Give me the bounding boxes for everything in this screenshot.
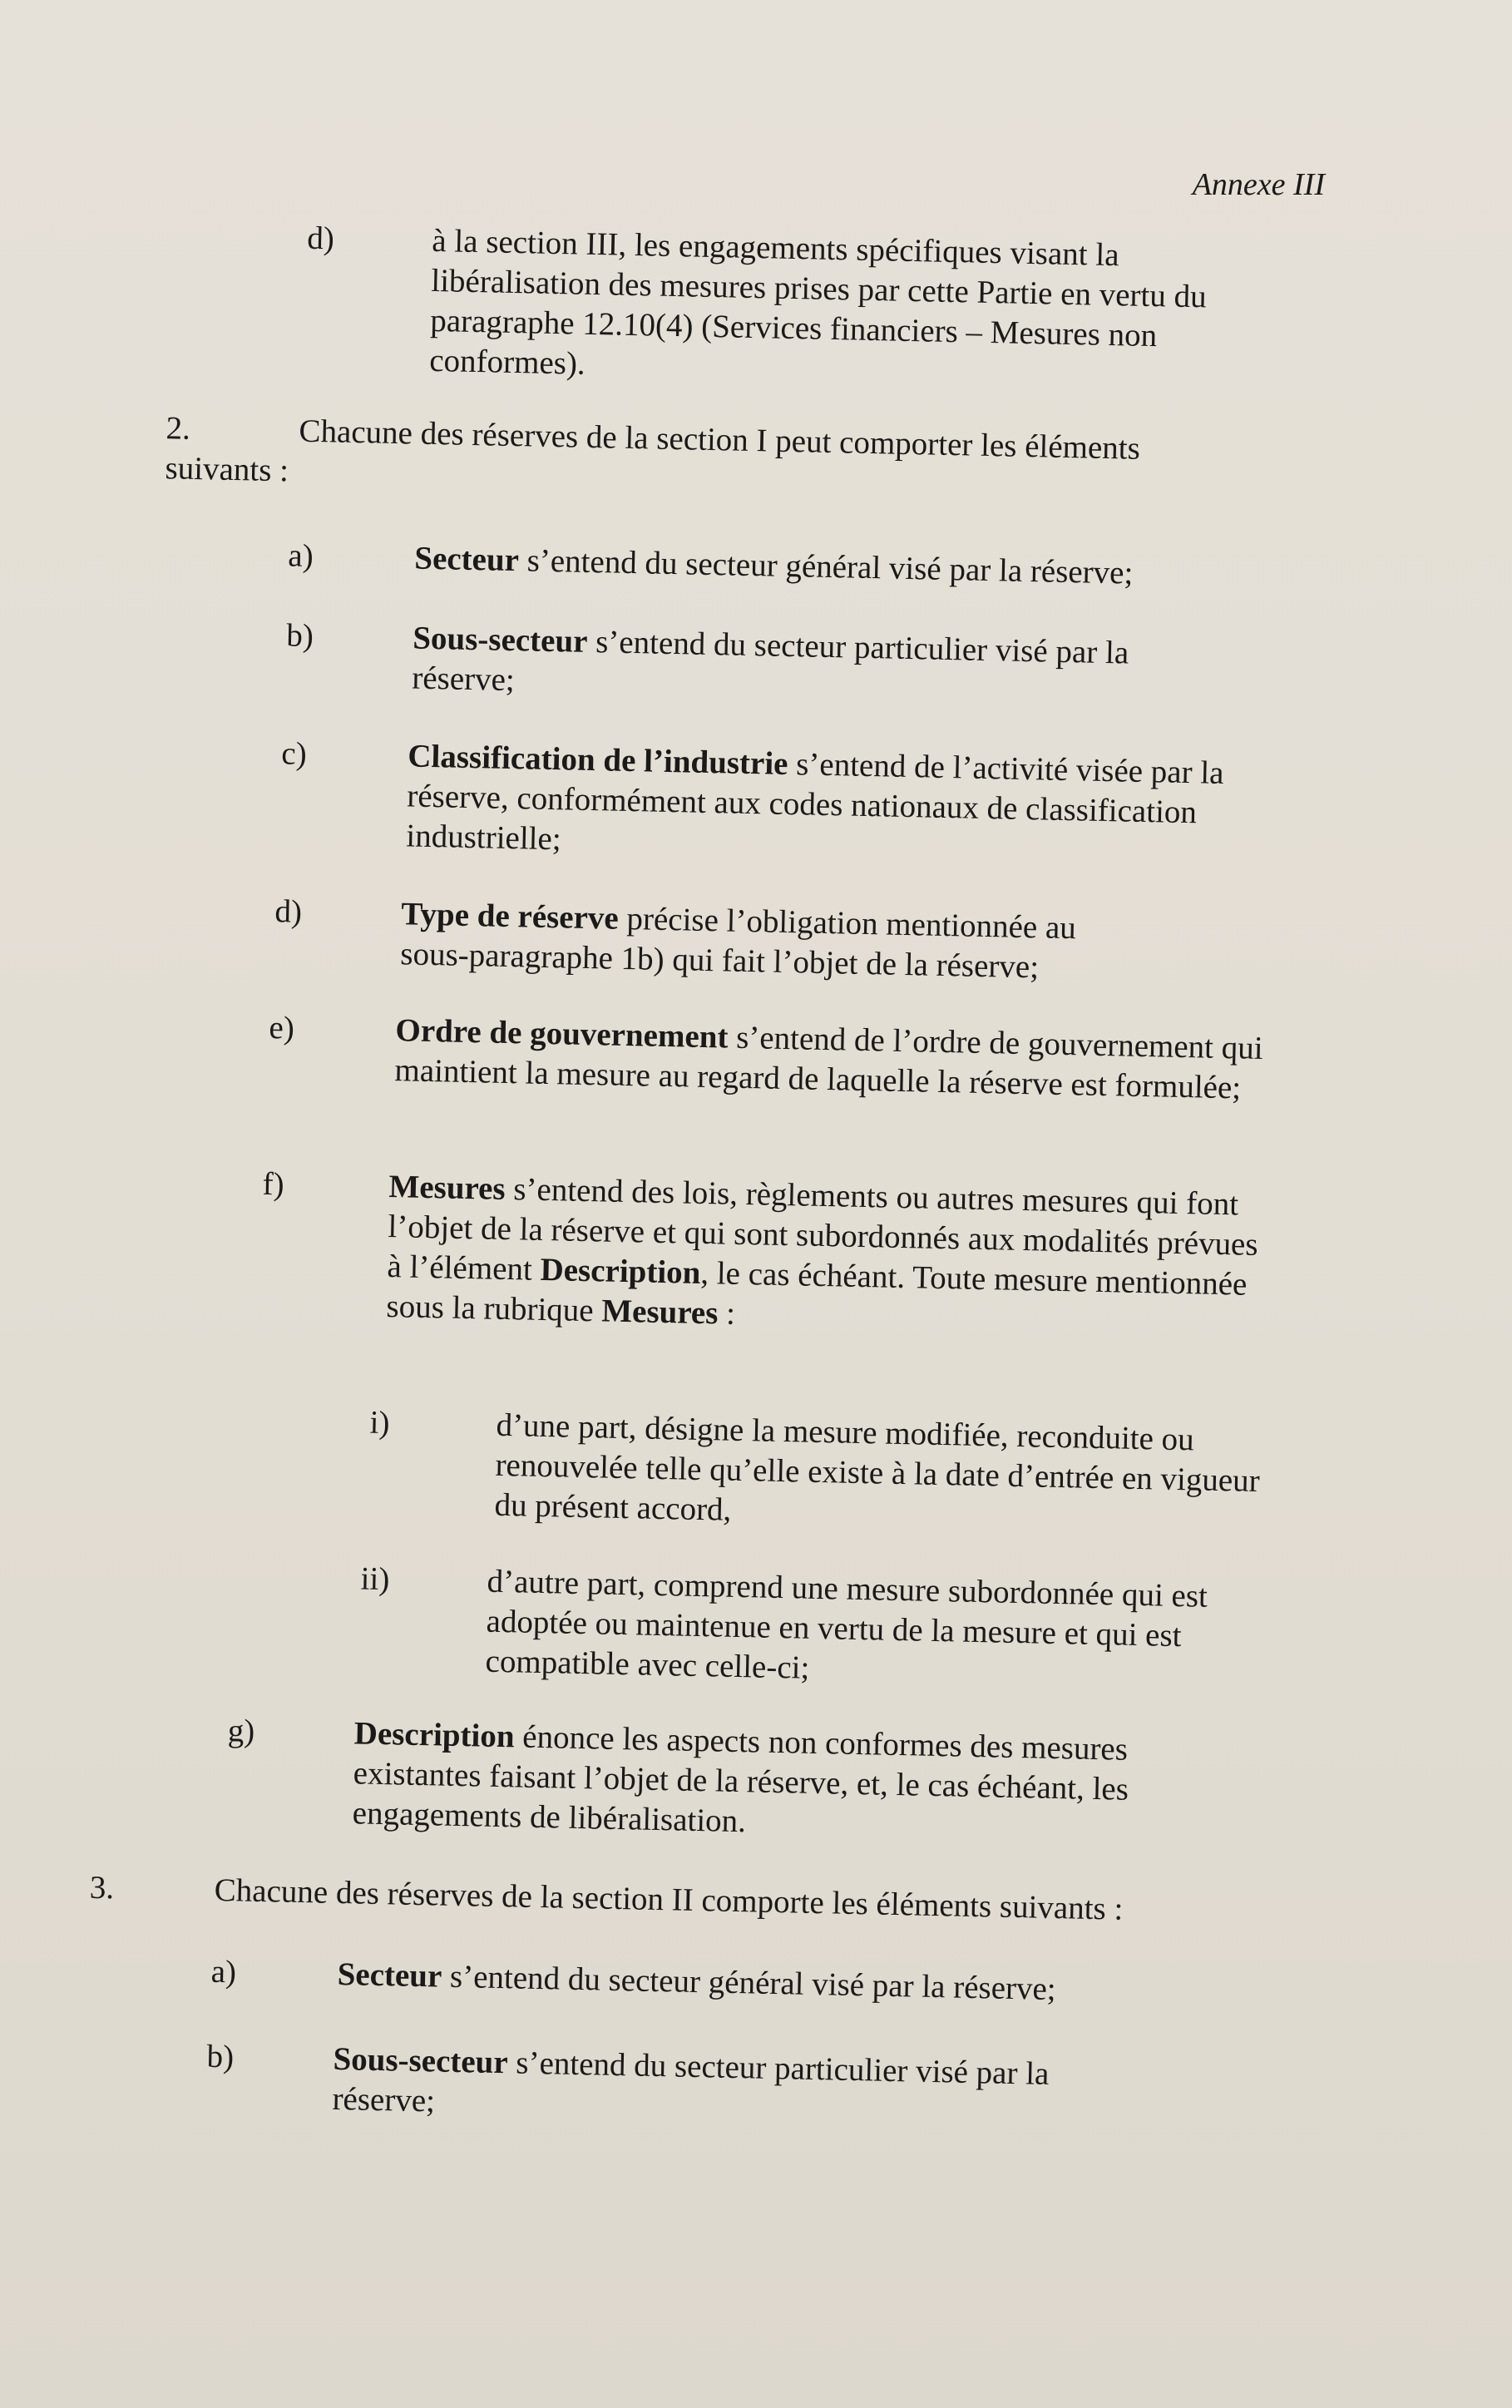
item-body: précise l’obligation mentionnée au sous-paragraphe 1b) qui fait l’objet de la réserve;	[399, 900, 1077, 986]
item-marker: b)	[206, 2038, 235, 2075]
item-body: s’entend du secteur particulier visé par la réserve;	[411, 623, 1129, 699]
item-body: s’entend des lois, règlements ou autres mesures qui font l’objet de la réserve et qui sont subordonnés aux modalités prévues à l’élément	[387, 1170, 1259, 1288]
item-text	[332, 2040, 1132, 2136]
item-term: Ordre de gouvernement	[395, 1012, 729, 1056]
item-marker: a)	[287, 537, 314, 574]
annex-header: Annexe III	[1192, 167, 1325, 202]
item-marker: c)	[280, 735, 308, 772]
item-marker: d)	[274, 893, 303, 930]
item-term: Description	[540, 1251, 701, 1291]
item-term: Secteur	[337, 1956, 442, 1995]
item-text: à la section III, les engagements spécifiques visant la libéralisation des mesures prises par cette Partie en vertu du paragraphe 12.10(4) (Services financiers – Mesures non conformes).	[428, 222, 1208, 382]
item-body: énonce les aspects non conformes des mesures existantes faisant l’objet de la réserve, et, le cas échéant, les engagements de libéralisation.	[352, 1718, 1129, 1840]
paragraph-text: Chacune des réserves de la section II comporte les éléments suivants :	[214, 1872, 1124, 1927]
item-marker: i)	[369, 1404, 390, 1441]
item-body: :	[717, 1295, 736, 1332]
item-marker: b)	[285, 617, 314, 655]
item-text	[337, 1955, 1211, 2013]
item-body: s’entend du secteur général visé par la réserve;	[518, 542, 1134, 591]
item-body: s’entend de l’activité visée par la réserve, conformément aux codes nationaux de classification industrielle;	[405, 745, 1224, 858]
item-term: Mesures	[600, 1293, 719, 1332]
document-body	[0, 212, 1512, 2119]
item-text	[400, 894, 1150, 990]
item-text: d’une part, désigne la mesure modifiée, reconduite ou renouvelée telle qu’elle existe à la date d’entrée en vigueur du présent accord,	[494, 1407, 1261, 1528]
item-term: Type de réserve	[400, 896, 620, 937]
item-term: Sous-secteur	[412, 620, 588, 660]
item-text	[352, 1713, 1228, 1852]
item-text: d’autre part, comprend une mesure subordonnée qui est adoptée ou maintenue en vertu de la mesure et qui est compatible avec celle-ci;	[485, 1563, 1208, 1686]
item-marker: a)	[210, 1953, 237, 1990]
item-text	[414, 539, 1280, 597]
item-text	[406, 736, 1282, 874]
item-text	[386, 1167, 1262, 1345]
paragraph-number: 3.	[89, 1869, 115, 1906]
item-term: Secteur	[413, 540, 520, 579]
item-marker: g)	[227, 1713, 255, 1749]
item-term: Sous-secteur	[333, 2040, 509, 2081]
item-marker: ii)	[360, 1560, 390, 1598]
item-marker: e)	[269, 1009, 295, 1046]
item-body: s’entend de l’ordre de gouvernement qui maintient la mesure au regard de laquelle la réserve est formulée;	[394, 1019, 1264, 1106]
item-term: Description	[353, 1715, 516, 1755]
item-text	[394, 1011, 1277, 1109]
item-term: Classification de l’industrie	[407, 738, 788, 782]
item-body: s’entend du secteur général visé par la réserve;	[441, 1958, 1057, 2008]
paragraph-text: Chacune des réserves de la section I peut comporter les éléments suivants :	[165, 413, 1141, 489]
item-marker: d)	[306, 220, 335, 257]
item-body: s’entend du secteur particulier visé par la réserve;	[332, 2045, 1050, 2119]
item-body: , le cas échéant. Toute mesure mentionnée sous la rubrique	[386, 1254, 1248, 1329]
paragraph-number: 2.	[166, 410, 191, 447]
item-text	[412, 619, 1212, 715]
item-term: Mesures	[388, 1169, 506, 1207]
item-marker: f)	[262, 1165, 285, 1203]
